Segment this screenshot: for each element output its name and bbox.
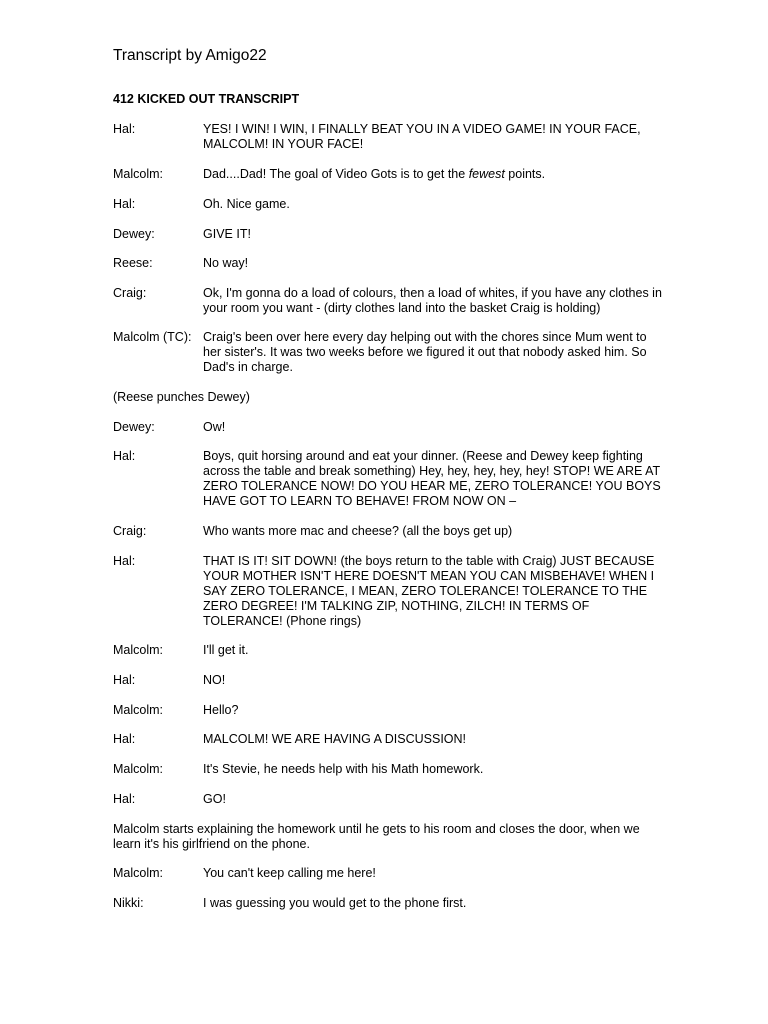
dialogue-text: You can't keep calling me here! bbox=[203, 866, 376, 880]
speaker-name: Malcolm: bbox=[113, 643, 164, 657]
dialogue-text-emphasis: fewest bbox=[468, 167, 505, 181]
dialogue-text: Who wants more mac and cheese? (all the boys get up) bbox=[203, 524, 513, 538]
dialogue-text: Ow! bbox=[203, 420, 226, 434]
speaker-name: Hal: bbox=[113, 122, 136, 136]
speaker-name: Dewey: bbox=[113, 420, 155, 434]
dialogue-text: GIVE IT! bbox=[203, 227, 251, 241]
speaker-name: Nikki: bbox=[113, 896, 144, 910]
dialogue-text: GO! bbox=[203, 792, 226, 806]
dialogue-text: I'll get it. bbox=[203, 643, 249, 657]
speaker-name: Craig: bbox=[113, 524, 147, 538]
speaker-name: Malcolm (TC): bbox=[113, 330, 192, 344]
dialogue-text-part: points. bbox=[504, 167, 546, 181]
stage-direction: (Reese punches Dewey) bbox=[113, 390, 250, 404]
dialogue-text: NO! bbox=[203, 673, 226, 687]
document-header: Transcript by Amigo22 bbox=[113, 47, 267, 64]
dialogue-text bbox=[203, 167, 663, 182]
speaker-name: Hal: bbox=[113, 792, 136, 806]
dialogue-text: Ok, I'm gonna do a load of colours, then a load of whites, if you have any clothes in your room you want - (dirty clothes land into the basket Craig is holding) bbox=[203, 286, 662, 315]
dialogue-text: It's Stevie, he needs help with his Math homework. bbox=[203, 762, 484, 776]
speaker-name: Malcolm: bbox=[113, 762, 164, 776]
dialogue-text: No way! bbox=[203, 256, 249, 270]
document-title: 412 KICKED OUT TRANSCRIPT bbox=[113, 92, 300, 106]
dialogue-text: THAT IS IT! SIT DOWN! (the boys return to the table with Craig) JUST BECAUSE YOUR MOTHER ISN'T HERE DOESN'T MEAN YOU CAN MISBEHAVE! WHEN I SAY ZERO TOLERANCE, I MEAN, ZERO TOLERANCE! TOLERANCE TO THE ZERO DEGREE! I'M TALKING ZIP, NOTHING, ZILCH! IN TERMS OF TOLERANCE! (Phone rings) bbox=[203, 554, 655, 628]
dialogue-text: Hello? bbox=[203, 703, 239, 717]
dialogue-text: I was guessing you would get to the phone first. bbox=[203, 896, 467, 910]
dialogue-text-part: Dad....Dad! The goal of Video Gots is to get the bbox=[203, 167, 469, 181]
speaker-name: Hal: bbox=[113, 449, 136, 463]
speaker-name: Hal: bbox=[113, 197, 136, 211]
stage-direction: Malcolm starts explaining the homework until he gets to his room and closes the door, when we learn it's his girlfriend on the phone. bbox=[113, 822, 640, 851]
speaker-name: Reese: bbox=[113, 256, 153, 270]
speaker-name: Hal: bbox=[113, 732, 136, 746]
dialogue-text: Craig's been over here every day helping out with the chores since Mum went to her sister's. It was two weeks before we figured it out that nobody asked him. So Dad's in charge. bbox=[203, 330, 647, 374]
dialogue-text: Boys, quit horsing around and eat your dinner. (Reese and Dewey keep fighting across the table and break something) Hey, hey, hey, hey, hey! STOP! WE ARE AT ZERO TOLERANCE NOW! DO YOU HEAR ME, ZERO TOLERANCE! YOU BOYS HAVE GOT TO LEARN TO BEHAVE! FROM NOW ON – bbox=[203, 449, 661, 508]
dialogue-text: YES! I WIN! I WIN, I FINALLY BEAT YOU IN A VIDEO GAME! IN YOUR FACE, MALCOLM! IN YOUR FACE! bbox=[203, 122, 641, 151]
dialogue-text: MALCOLM! WE ARE HAVING A DISCUSSION! bbox=[203, 732, 467, 746]
speaker-name: Malcolm: bbox=[113, 703, 164, 717]
speaker-name: Dewey: bbox=[113, 227, 155, 241]
speaker-name: Malcolm: bbox=[113, 167, 164, 181]
speaker-name: Hal: bbox=[113, 673, 136, 687]
speaker-name: Hal: bbox=[113, 554, 136, 568]
speaker-name: Malcolm: bbox=[113, 866, 164, 880]
speaker-name: Craig: bbox=[113, 286, 147, 300]
dialogue-text: Oh. Nice game. bbox=[203, 197, 290, 211]
